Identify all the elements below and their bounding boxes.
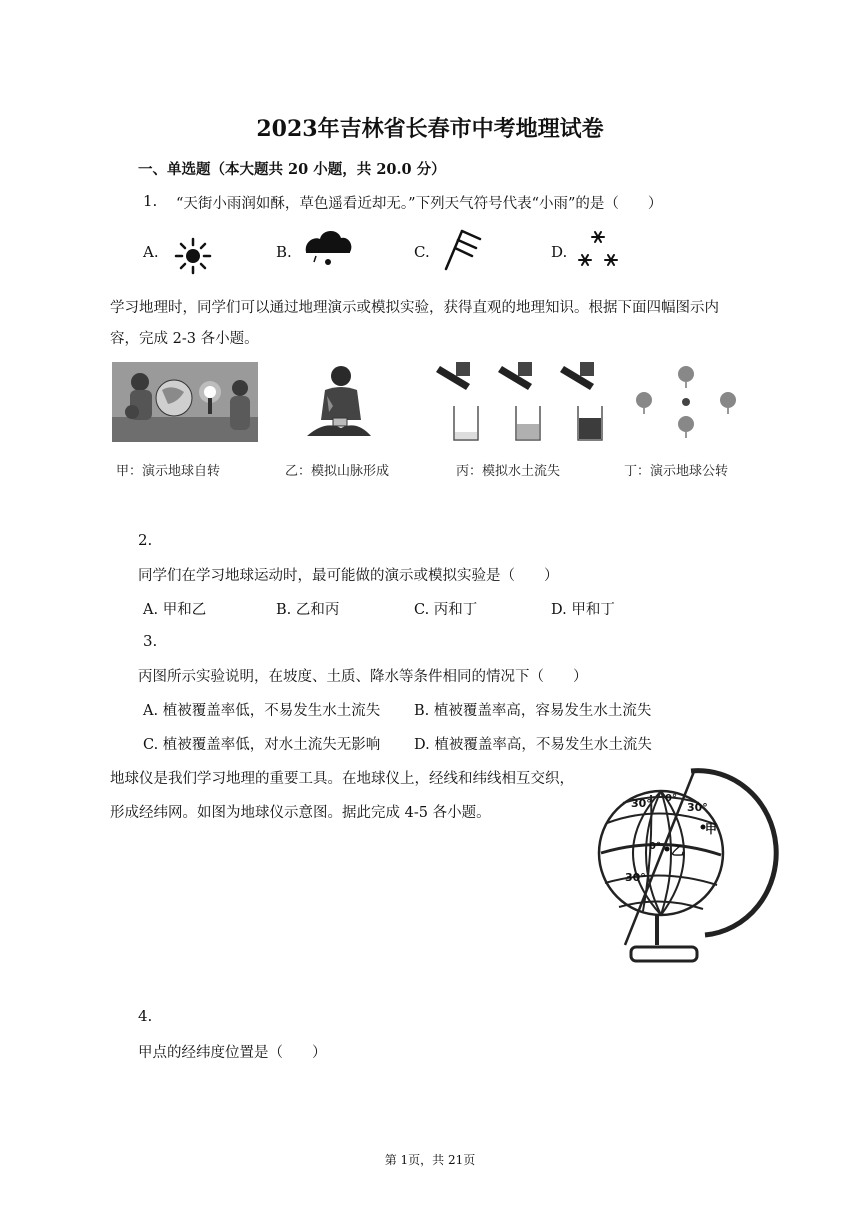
option-letter: A. — [143, 703, 159, 719]
light-rain-icon — [302, 226, 354, 272]
option-text: 植被覆盖率低，不易发生水土流失 — [162, 703, 381, 719]
option-text: 甲和丁 — [571, 602, 615, 618]
snow-icon — [576, 228, 622, 272]
question-number: 3. — [143, 632, 158, 650]
globe-label-lon-right: 30° — [687, 801, 708, 814]
option-text: 植被覆盖率高，不易发生水土流失 — [434, 737, 652, 753]
question-number: 4. — [138, 1007, 153, 1025]
question-stem: 甲点的经纬度位置是（ ） — [138, 1045, 327, 1061]
option-letter: B. — [414, 703, 430, 719]
option-letter: D. — [414, 737, 430, 753]
globe-label-equator-zero: 0° — [649, 841, 661, 852]
option-letter: D. — [551, 243, 568, 261]
option-letter: D. — [551, 602, 567, 618]
figure-caption: 丙：模拟水土流失 — [456, 464, 561, 479]
figure-jia-earth-rotation — [112, 362, 258, 442]
intro-paragraph-line: 容，完成 2-3 各小题。 — [110, 331, 259, 347]
globe-label-lat-bottom: 30° — [625, 871, 646, 884]
figure-bing-soil-erosion — [430, 362, 602, 442]
globe-figure — [595, 765, 735, 975]
option-text: 乙和丙 — [295, 602, 340, 618]
globe-label-lon-zero: 0° — [665, 793, 677, 804]
page-title: 2023年吉林省长春市中考地理试卷 — [256, 116, 604, 142]
option-letter: A. — [143, 602, 159, 618]
option-letter: B. — [276, 602, 292, 618]
globe-label-lat-top: 30° — [631, 797, 652, 810]
intro-paragraph-line: 形成经纬网。如图为地球仪示意图。据此完成 4-5 各小题。 — [110, 805, 491, 821]
question-stem: “天街小雨润如酥，草色遥看近却无。”下列天气符号代表“小雨”的是（ ） — [176, 196, 663, 212]
figure-ding-earth-revolution — [632, 362, 750, 442]
globe-label-point-jia: 甲 — [705, 822, 718, 836]
page-footer: 第 1页，共 21页 — [384, 1153, 476, 1167]
section-heading: 一、单选题（本大题共 20 小题，共 20.0 分） — [138, 161, 446, 178]
option-text: 植被覆盖率低，对水土流失无影响 — [162, 737, 381, 753]
globe-label-point-yi: 乙 — [671, 844, 685, 859]
question-number: 2. — [138, 531, 153, 549]
figure-caption: 丁：演示地球公转 — [624, 464, 729, 479]
option-letter: C. — [414, 602, 430, 618]
sun-icon — [175, 238, 211, 274]
wind-barb-icon — [442, 228, 486, 272]
question-stem: 同学们在学习地球运动时，最可能做的演示或模拟实验是（ ） — [138, 568, 559, 584]
option-text: 植被覆盖率高，容易发生水土流失 — [433, 703, 652, 719]
option-text: 丙和丁 — [433, 602, 478, 618]
intro-paragraph-line: 地球仪是我们学习地理的重要工具。在地球仪上，经线和纬线相互交织， — [110, 771, 574, 787]
figure-yi-mountain-formation — [285, 362, 391, 442]
option-letter: B. — [276, 243, 292, 261]
question-stem: 丙图所示实验说明，在坡度、土质、降水等条件相同的情况下（ ） — [138, 669, 588, 685]
figure-caption: 甲：演示地球自转 — [116, 464, 221, 479]
option-text: 甲和乙 — [162, 602, 207, 618]
option-letter: C. — [143, 737, 159, 753]
option-letter: C. — [414, 243, 430, 261]
question-number: 1. — [143, 192, 158, 210]
option-letter: A. — [143, 243, 159, 261]
figure-caption: 乙：模拟山脉形成 — [285, 464, 390, 479]
intro-paragraph-line: 学习地理时，同学们可以通过地理演示或模拟实验，获得直观的地理知识。根据下面四幅图示内 — [110, 300, 719, 316]
